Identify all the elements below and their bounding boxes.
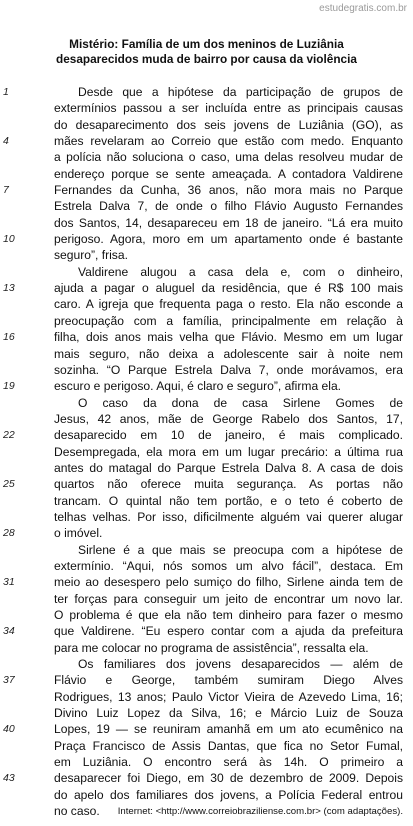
line-text: Sirlene é a que mais se preocupa com a hipótese de (78, 542, 403, 557)
line-text: desaparecer foi Diego, em 30 de dezembro de 2009. Depois (54, 771, 403, 786)
line-text: Divino Luiz Lopez da Silva, 16; e Márcio Luiz de Souza (54, 706, 403, 721)
line-text: Os familiares dos jovens desaparecidos — além de (78, 657, 403, 672)
line-text: trancam. O quintal não tem portão, e o teto é coberto de (54, 493, 403, 508)
text-line (0, 607, 413, 623)
article-title (0, 37, 413, 67)
text-line (0, 117, 413, 133)
line-number: 1 (3, 86, 9, 98)
line-text: Jesus, 42 anos, mãe de George Rabelo dos Santos, 17, (54, 411, 403, 426)
line-text: ajuda a pagar o aluguel da residência, que é R$ 100 mais (54, 281, 403, 296)
text-line (0, 247, 413, 263)
text-line (0, 362, 413, 378)
line-text: extermínio. “Aqui, nós somos um alvo fácil”, destaca. Em (54, 558, 403, 573)
text-line (0, 640, 413, 656)
article-body (0, 84, 413, 819)
line-text: dos Santos, 14, desapareceu em 18 de janeiro. “Lá era muito (54, 215, 403, 230)
line-number: 37 (3, 674, 15, 687)
line-text: para me colocar no programa de assistência”, ressalta ela. (54, 640, 369, 655)
text-line (0, 231, 413, 247)
line-text: Desempregada, ela mora em um lugar precário: a última rua (54, 444, 403, 459)
line-text: desaparecido em 10 de janeiro, é mais complicado. (54, 428, 403, 443)
text-line (0, 656, 413, 672)
text-line (0, 100, 413, 116)
line-text: caro. A igreja que frequenta paga o resto. Ela não esconde a (54, 297, 403, 312)
line-text: a polícia não soluciona o caso, uma delas resolveu mudar de (54, 150, 403, 165)
line-number: 34 (3, 625, 15, 638)
line-text: telhas velhas. Por isso, dificilmente alguém vai querer alugar (54, 509, 403, 524)
text-line (0, 264, 413, 280)
line-text: ter forças para conseguir um jeito de encontrar um novo lar. (54, 591, 403, 606)
line-text: escuro e perigoso. Aqui, é claro e seguro”, afirma ela. (54, 379, 342, 394)
line-text: em Luziânia. O encontro será às 14h. O primeiro a (54, 755, 403, 770)
line-number: 25 (3, 478, 15, 491)
text-line (0, 395, 413, 411)
line-number: 7 (3, 184, 9, 197)
line-text: mães revelaram ao Correio que estão com medo. Enquanto (54, 134, 403, 149)
text-line (0, 705, 413, 721)
source-citation: Internet: <http://www.correiobraziliense.com.br> (com adaptações). (117, 806, 403, 817)
line-text: mais seguro, não deixa a adolescente sair à noite nem (54, 346, 403, 361)
line-text: Flávio e George, também sumiram Diego Alves (54, 673, 403, 688)
line-text: antes do matagal do Parque Estrela Dalva 8. A casa de dois (54, 460, 403, 475)
line-text: endereço porque se sente ameaçada. A contadora Valdirene (54, 166, 403, 181)
line-number: 43 (3, 772, 15, 785)
text-line (0, 427, 413, 443)
line-number: 16 (3, 331, 15, 344)
text-line (0, 378, 413, 394)
line-text: Rodrigues, 13 anos; Paulo Victor Vieira de Azevedo Lima, 16; (54, 689, 403, 704)
text-line (0, 623, 413, 639)
text-line (0, 215, 413, 231)
text-line (0, 738, 413, 754)
line-number: 40 (3, 723, 15, 736)
line-text: que Valdirene. “Eu espero contar com a ajuda da prefeitura (54, 624, 403, 639)
line-text: o imóvel. (54, 526, 103, 541)
line-number: 31 (3, 576, 15, 589)
line-number: 13 (3, 282, 15, 295)
text-line (0, 166, 413, 182)
line-text: filha, dois anos mais velha que Flávio. Mesmo em um lugar (54, 330, 403, 345)
text-line (0, 133, 413, 149)
text-line (0, 542, 413, 558)
text-line (0, 689, 413, 705)
title-line-2: desaparecidos muda de bairro por causa da violência (56, 52, 357, 66)
text-line (0, 280, 413, 296)
text-line (0, 770, 413, 786)
text-line (0, 493, 413, 509)
text-line (0, 721, 413, 737)
text-line (0, 182, 413, 198)
text-line (0, 444, 413, 460)
title-line-1: Mistério: Família de um dos meninos de Luziânia (69, 37, 344, 51)
line-text: O problema é que ela não tem dinheiro para fazer o mesmo (54, 608, 403, 622)
line-text: do desaparecimento dos seis jovens de Luziânia (GO), as (54, 117, 403, 132)
line-text: meio ao desespero pelo sumiço do filho, Sirlene ainda tem de (54, 575, 403, 590)
line-text: preocupação com a família, principalmente em relação à (54, 313, 403, 328)
line-text: seguro”, frisa. (54, 248, 128, 263)
line-number: 22 (3, 429, 15, 442)
text-line (0, 509, 413, 525)
text-line (0, 198, 413, 214)
line-text: quartos não oferece muita segurança. As portas não (54, 477, 403, 492)
text-line (0, 346, 413, 362)
line-text: perigoso. Agora, moro em um apartamento onde é bastante (54, 232, 403, 247)
text-line (0, 460, 413, 476)
line-number: 28 (3, 527, 15, 540)
text-line (0, 296, 413, 312)
text-line (0, 476, 413, 492)
line-text: Valdirene alugou a casa dela e, com o dinheiro, (78, 264, 403, 279)
text-line (0, 754, 413, 770)
text-line (0, 558, 413, 574)
line-number: 10 (3, 233, 15, 246)
text-line (0, 591, 413, 607)
line-number: 4 (3, 135, 9, 148)
line-text: Praça Francisco de Assis Dantas, que fica no Setor Fumal, (54, 738, 403, 753)
text-line (0, 313, 413, 329)
line-text: Fernandes da Cunha, 36 anos, não mora mais no Parque (54, 183, 403, 198)
line-text: do apelo dos familiares dos jovens, a Polícia Federal entrou (54, 787, 403, 802)
text-line (0, 329, 413, 345)
text-line (0, 525, 413, 541)
text-line (0, 84, 413, 100)
text-line (0, 574, 413, 590)
line-text: O caso da dona de casa Sirlene Gomes de (78, 395, 403, 410)
line-text: Estrela Dalva 7, de onde o filho Flávio Augusto Fernandes (54, 199, 403, 214)
line-text: Lopes, 19 — se reuniram amanhã em um ato ecumênico na (54, 722, 403, 737)
line-text: no caso. (54, 804, 100, 819)
site-watermark: estudegratis.com.br (319, 3, 407, 14)
text-line (0, 787, 413, 803)
text-line (0, 672, 413, 688)
line-text: extermínios passou a ser incluída entre as principais causas (54, 101, 403, 116)
line-number: 19 (3, 380, 15, 393)
line-text: Desde que a hipótese da participação de grupos de (78, 85, 403, 99)
text-line (0, 149, 413, 165)
line-text: sozinha. “O Parque Estrela Dalva 7, onde morávamos, era (54, 362, 403, 377)
text-line (0, 411, 413, 427)
